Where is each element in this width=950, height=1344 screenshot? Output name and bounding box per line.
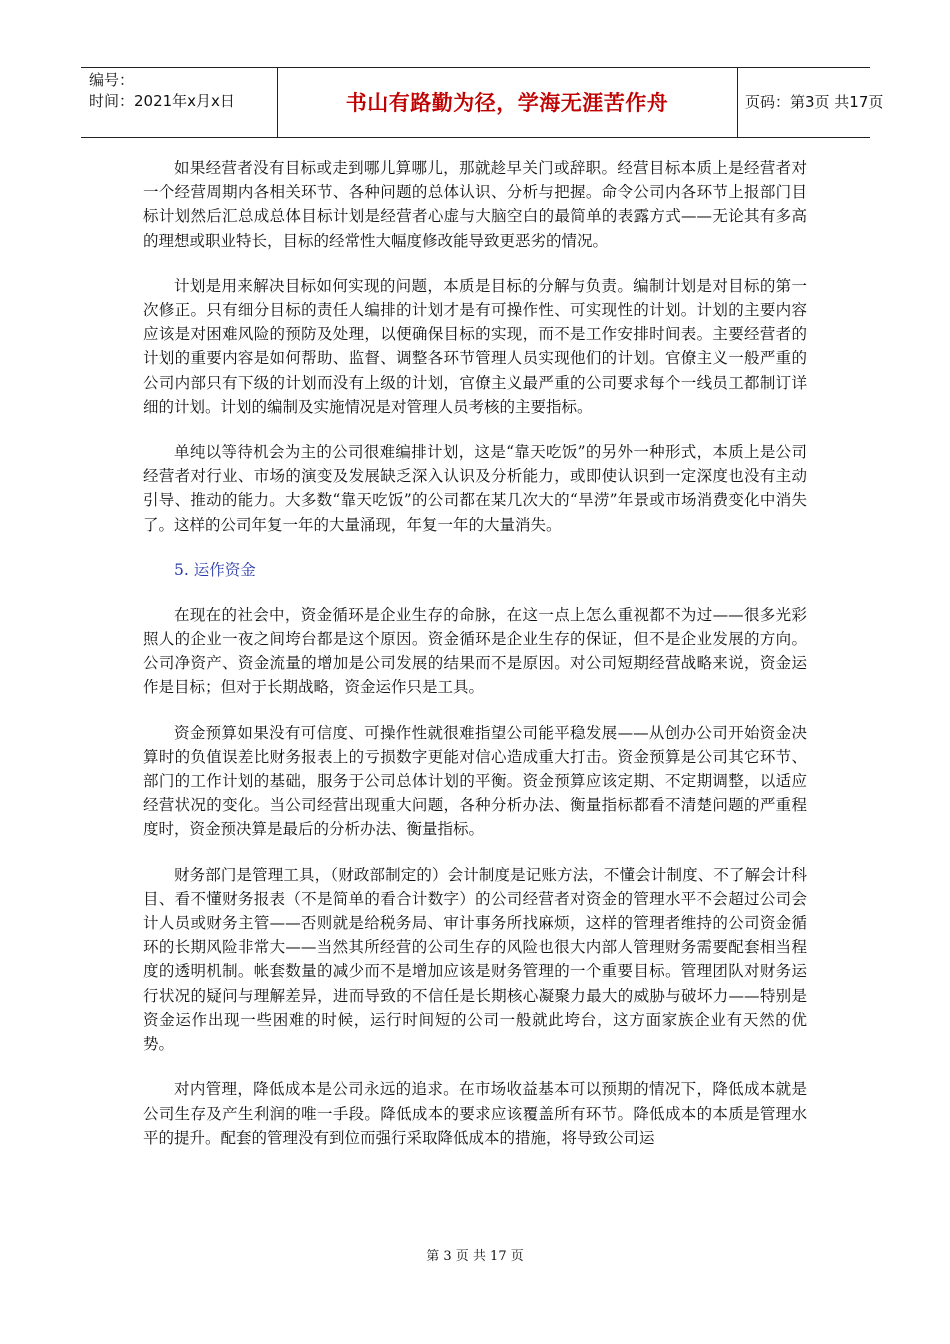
header-page-code: 页码：第3页 共17页 — [745, 93, 884, 111]
body-paragraph: 财务部门是管理工具，（财政部制定的）会计制度是记账方法，不懂会计制度、不了解会计科目、看不懂财务报表（不是简单的看合计数字）的公司经营者对资金的管理水平不会超过公司会计人员或财务主管——否则就是给税务局、审计事务所找麻烦，这样的管理者维持的公司资金循环的长期风险非常大——当然其所经营的公司生存的风险也很大内部人管理财务需要配套相当程度的透明机制。帐套数量的减少而不是增加应该是财务管理的一个重要目标。管理团队对财务运行状况的疑问与理解差异，进而导致的不信任是长期核心凝聚力最大的威胁与破坏力——特别是资金运作出现一些困难的时候，运行时间短的公司一般就此垮台，这方面家族企业有天然的优势。 — [143, 865, 807, 1054]
body-paragraph: 对内管理，降低成本是公司永远的追求。在市场收益基本可以预期的情况下，降低成本就是公司生存及产生利润的唯一手段。降低成本的要求应该覆盖所有环节。降低成本的本质是管理水平的提升。配套的管理没有到位而强行采取降低成本的措施，将导致公司运 — [143, 1080, 807, 1147]
header-page-cell — [737, 68, 884, 137]
page-footer: 第 3 页 共 17 页 — [426, 1249, 524, 1264]
header-motto-cell — [277, 68, 738, 137]
document-time-label: 时间：2021年x月x日 — [89, 92, 235, 110]
header-meta-cell — [81, 68, 278, 137]
body-paragraph: 如果经营者没有目标或走到哪儿算哪儿，那就趁早关门或辞职。经营目标本质上是经营者对一个经营周期内各相关环节、各种问题的总体认识、分析与把握。命令公司内各环节上报部门目标计划然后汇总成总体目标计划是经营者心虚与大脑空白的最简单的表露方式——无论其有多高的理想或职业特长，目标的经常性大幅度修改能导致更恶劣的情况。 — [143, 159, 807, 250]
body-paragraph: 资金预算如果没有可信度、可操作性就很难指望公司能平稳发展——从创办公司开始资金决算时的负值误差比财务报表上的亏损数字更能对信心造成重大打击。资金预算是公司其它环节、部门的工作计划的基础，服务于公司总体计划的平衡。资金预算应该定期、不定期调整，以适应经营状况的变化。当公司经营出现重大问题，各种分析办法、衡量指标都看不清楚问题的严重程度时，资金预决算是最后的分析办法、衡量指标。 — [143, 723, 807, 839]
document-number-label: 编号： — [89, 71, 135, 89]
page-header — [81, 67, 884, 138]
header-motto: 书山有路勤为径，学海无涯苦作舟 — [345, 91, 669, 115]
body-paragraph: 计划是用来解决目标如何实现的问题，本质是目标的分解与负责。编制计划是对目标的第一次修正。只有细分目标的责任人编排的计划才是有可操作性、可实现性的计划。计划的主要内容应该是对困难风险的预防及处理，以便确保目标的实现，而不是工作安排时间表。主要经营者的计划的重要内容是如何帮助、监督、调整各环节管理人员实现他们的计划。官僚主义一般严重的公司内部只有下级的计划而没有上级的计划，官僚主义最严重的公司要求每个一线员工都制订详细的计划。计划的编制及实施情况是对管理人员考核的主要指标。 — [143, 276, 807, 416]
body-paragraph: 单纯以等待机会为主的公司很难编排计划，这是“靠天吃饭”的另外一种形式，本质上是公司经营者对行业、市场的演变及发展缺乏深入认识及分析能力，或即使认识到一定深度也没有主动引导、推动的能力。大多数“靠天吃饭”的公司都在某几次大的“旱涝”年景或市场消费变化中消失了。这样的公司年复一年的大量涌现，年复一年的大量消失。 — [143, 443, 807, 534]
document-body — [143, 156, 807, 1171]
section-heading: 5. 运作资金 — [174, 560, 256, 579]
body-paragraph: 在现在的社会中，资金循环是企业生存的命脉，在这一点上怎么重视都不为过——很多光彩照人的企业一夜之间垮台都是这个原因。资金循环是企业生存的保证，但不是企业发展的方向。公司净资产、资金流量的增加是公司发展的结果而不是原因。对公司短期经营战略来说，资金运作是目标；但对于长期战略，资金运作只是工具。 — [143, 605, 807, 697]
